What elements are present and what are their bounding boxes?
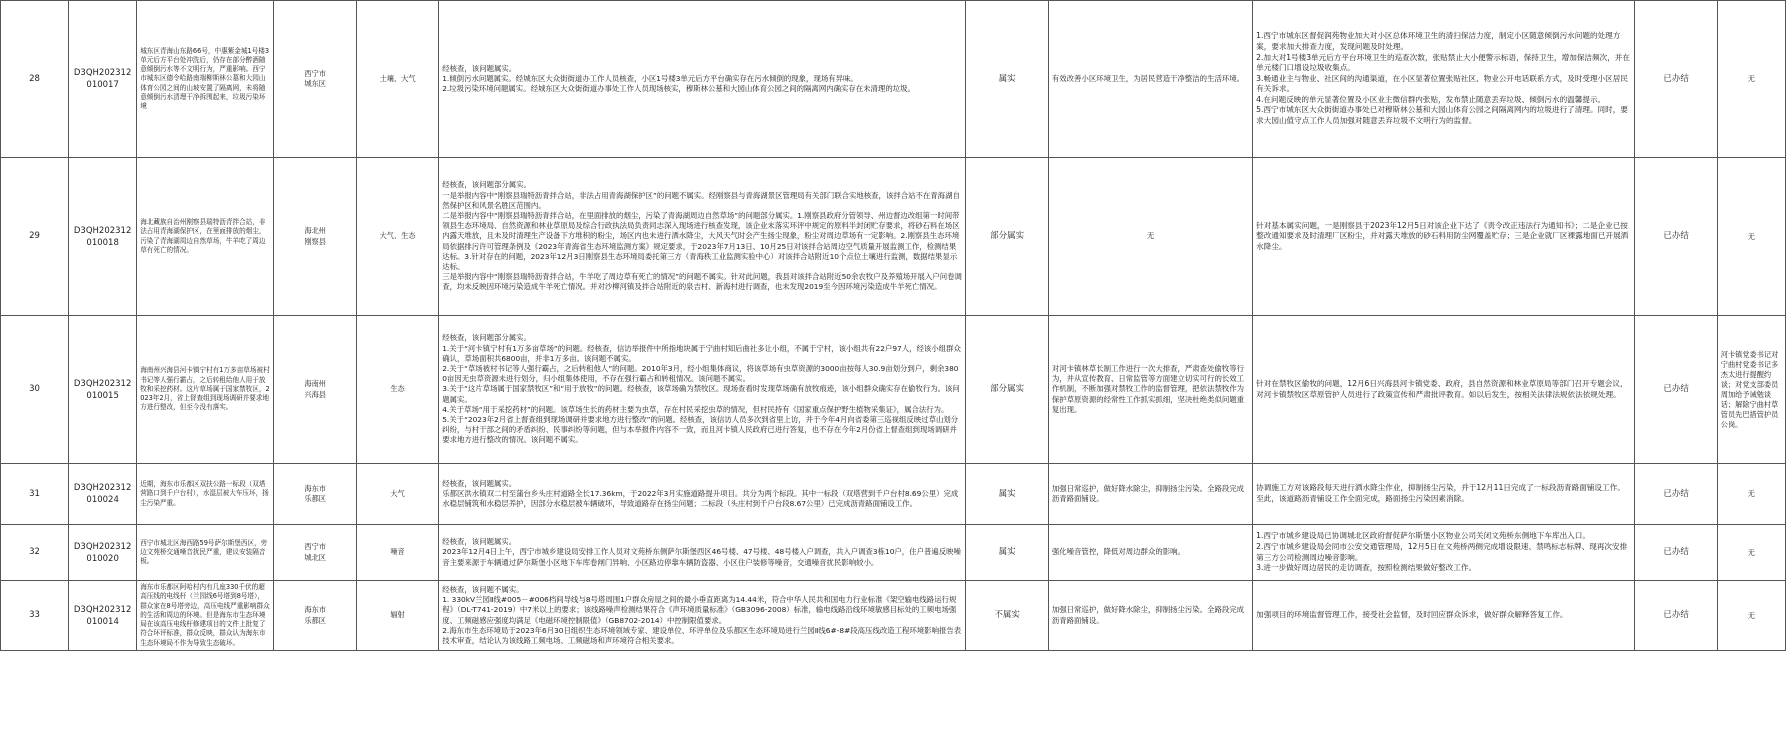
rectification-measures: 针对在禁牧区偷牧的问题，12月6日兴海县河卡镇党委、政府，县自然资源和林业草原局等部门召开专题会议，对河卡镇禁牧区草原管护人员进行了政策宣传和严肃批评教育。如以后发生，按相关法律法规依法依规处理。: [1253, 316, 1635, 464]
verification-result: 部分属实: [966, 316, 1048, 464]
row-seq: 33: [1, 581, 69, 651]
pollution-type: 噪音: [356, 525, 438, 581]
complaint-description: 近期，海东市乐都区双扶公路一标段（双塔营路口到千户台村），水湿层被大车压坏，扬尘污染严重。: [137, 464, 274, 525]
rectification-goal: 有效改善小区环境卫生，为居民营造干净整洁的生活环境。: [1048, 1, 1252, 158]
admin-area: 海东市 乐都区: [274, 464, 356, 525]
investigation-finding: 经核查，该问题属实。 1.倾倒污水问题属实。经城东区大众街街道办工作人员核查，小区1号楼3单元后方平台确实存在污水倾倒的现象，现场有异味。 2.垃圾污染环境问题属实。经城东区大众街街道办事处工作人员现场核实，穆斯林公墓和大园山体育公园之间的隔离网内确实存在未清理的垃圾。: [439, 1, 966, 158]
verification-result: 部分属实: [966, 158, 1048, 316]
rectification-measures: 针对基本属实问题，一是刚察县于2023年12月5日对该企业下达了《责令改正违法行为通知书》；二是企业已按整改通知要求及时清理厂区粉尘，并对露天堆放的砂石料用防尘网覆盖贮存；三是企业就厂区裸露地面已开展洒水降尘。: [1253, 158, 1635, 316]
rectification-measures: 1.西宁市城东区督促润苑物业加大对小区总体环境卫生的清扫保洁力度，制定小区随意倾倒污水问题的处理方案，要求加大排查力度，发现问题及时处理。 2.加大对1号楼3单元后方平台环境卫生的巡查次数，张贴禁止大小便警示标语，保持卫生，增加保洁频次，并在单元楼门口增设垃圾收集点。 3.畅通业主与物业、社区间的沟通渠道，在小区显著位置张贴社区、物业公开电话联系方式，及时受理小区居民有关诉求。 4.在问题反映的单元显著位置及小区业主微信群内张贴，发布禁止随意丢弃垃圾、倾倒污水的温馨提示。 5.西宁市城东区大众街街道办事处已对穆斯林公墓和大园山体育公园之间隔离网内的垃圾进行了清理。同时，要求大园山值守点工作人员加强对随意丢弃垃圾不文明行为的监督。: [1253, 1, 1635, 158]
completion-status: 已办结: [1635, 581, 1717, 651]
investigation-finding: 经核查，该问题属实。 2023年12月4日上午，西宁市城乡建设局安排工作人员对文苑桥东侧萨尔斯堡西区46号楼、47号楼、48号楼入户调查，共入户调查3栋10户，住户普遍反映噪音主要来源于车辆通过萨尔斯堡小区地下车库卷闸门异响、小区路边停靠车辆防盗器、小区住户装修等噪音，交通噪音扰民影响较小。: [439, 525, 966, 581]
completion-status: 已办结: [1635, 525, 1717, 581]
pollution-type: 大气: [356, 464, 438, 525]
complaint-description: 海东市乐都区阿哈村内有几座330千伏的超高压线的电线杆（兰园线6号塔到8号塔），群众家在8号塔旁边，高压电线严重影响群众的生活和周边的环境。但是海东市生态环境局在该高压电线杆修建项目的文件上批复了符合环评标准，群众反映，群众认为海东市生态环境局不作为导致生态破坏。: [137, 581, 274, 651]
admin-area: 西宁市 城东区: [274, 1, 356, 158]
pollution-type: 辐射: [356, 581, 438, 651]
rectification-goal: 加强日常巡护，做好降水除尘，抑制扬尘污染。全路段完成沥青路面铺设。: [1048, 464, 1252, 525]
complaint-description: 海北藏族自治州刚察县瑞特沥青拌合站，非法占用青海湖保护区，在里面排放的烟尘，污染了青海湖周边自然草场，牛羊吃了周边草有死亡的情况。: [137, 158, 274, 316]
rectification-goal: 加强日常巡护，做好降水除尘，抑制扬尘污染。全路段完成沥青路面铺设。: [1048, 581, 1252, 651]
investigation-finding: 经核查，该问题部分属实。 一是举报内容中“刚察县瑞特沥青拌合站，非法占用青海湖保护区”的问题不属实。经刚察县与青海湖景区管理局有关部门联合实地核查，该拌合站不在青海湖自然保护区和风景名胜区范围内。 二是举报内容中“刚察县瑞特沥青拌合站，在里面排放的烟尘，污染了青海湖周边自然草场”的问题部分属实。1.刚察县政府分管领导、州边督边改组第一时间带领县生态环境局、自然资源和林业草原局及综合行政执法局负责同志深入现场进行核查发现，该企业未落实环评中规定的原料半封闭贮存要求，将砂石料在场区内露天堆放，且未及时清理生产设备下方堆积的粉尘，场区内也未进行洒水降尘，大风天气时会产生扬尘现象，粉尘对周边草场有一定影响。2.刚察县生态环境局依据排污许可管理条例及《2023年青海省生态环境监测方案》规定要求，于2023年7月13日、10月25日对该拌合站周边空气质量开展监测工作，检测结果达标。3.针对存在的问题，2023年12月3日刚察县生态环境局委托第三方（青海秩工业监测实验中心）对该拌合站附近10个点位土壤进行监测，数据结果显示达标。 三是举报内容中“刚察县瑞特沥青拌合站，牛羊吃了周边草有死亡的情况”的问题不属实。针对此问题，我县对该拌合站附近50余农牧户及养殖场开展入户问卷调查，均未反映因环境污染造成牛羊死亡情况。并对沙柳河镇及拌合站附近的泉吉村、新海村进行调查，也未发现2019至今因环境污染造成牛羊死亡情况。: [439, 158, 966, 316]
accountability: 河卡镇党委书记对宁曲村党委书记多杰太进行提醒约谈；对党支部委员周加给予诫勉谈话；解除宁曲村草管员先巴措管护员公岗。: [1717, 316, 1785, 464]
investigation-finding: 经核查，该问题不属实。 1. 330kV兰园Ⅱ线#005－#006档间导线与8号塔周围1户群众房屋之间的最小垂直距离为14.44米，符合中华人民共和国电力行业标准《架空输电线路运行规程》（DL-T741-2019）中7米以上的要求；该线路噪声检测结果符合《声环境质量标准》（GB3096-2008）标准，输电线路沿线环境敏感目标处的工频电场强度、工频磁感应强度均满足《电磁环境控制限值》（GB8702-2014）中控制限值要求。 2.海东市生态环境局于2023年6月30日组织生态环境领域专家、建设单位、环评单位及乐都区生态环境局进行兰园Ⅱ线6#-8#段高压线改造工程环境影响报告表技术审查，结论认为该线路工频电场、工频磁场和声环境符合相关要求。: [439, 581, 966, 651]
case-code: D3QH202312 010015: [69, 316, 137, 464]
row-seq: 29: [1, 158, 69, 316]
case-code: D3QH202312 010024: [69, 464, 137, 525]
completion-status: 已办结: [1635, 316, 1717, 464]
table-row: [1, 525, 1786, 581]
table-row: [1, 581, 1786, 651]
row-seq: 28: [1, 1, 69, 158]
completion-status: 已办结: [1635, 158, 1717, 316]
case-code: D3QH202312 010020: [69, 525, 137, 581]
row-seq: 31: [1, 464, 69, 525]
investigation-finding: 经核查，该问题属实。 乐都区洪水镇双二村至蒲台乡头庄村道路全长17.36km，于2022年3月实施道路提升项目。共分为两个标段。其中一标段（双塔营到千户台村8.69公里）完成水稳层铺筑和水稳层养护，因部分水稳层被车辆破坏，导致道路存在扬尘问题；二标段（头庄村到千户台段8.67公里）已完成沥青路面铺设工作。: [439, 464, 966, 525]
completion-status: 已办结: [1635, 464, 1717, 525]
verification-result: 属实: [966, 1, 1048, 158]
row-seq: 30: [1, 316, 69, 464]
rectification-goal: 对河卡镇林草长制工作进行一次大排查，严肃查处偷牧等行为，并从宣传教育、日常监管等方面建立切实可行的长效工作机制，不断加强对禁牧工作的监督管理，把依法禁牧作为保护草原资源的经常性工作抓实抓细，坚决杜绝类似问题重复出现。: [1048, 316, 1252, 464]
admin-area: 海东市 乐都区: [274, 581, 356, 651]
table-row: [1, 1, 1786, 158]
rectification-measures: 协调施工方对该路段每天进行洒水降尘作业，抑制扬尘污染，并于12月11日完成了一标段沥青路面铺设工作。至此，该道路沥青铺设工作全面完成，路面扬尘污染因素消除。: [1253, 464, 1635, 525]
accountability: 无: [1717, 464, 1785, 525]
table-row: [1, 464, 1786, 525]
admin-area: 海南州 兴海县: [274, 316, 356, 464]
accountability: 无: [1717, 525, 1785, 581]
verification-result: 属实: [966, 525, 1048, 581]
admin-area: 海北州 刚察县: [274, 158, 356, 316]
case-code: D3QH202312 010018: [69, 158, 137, 316]
admin-area: 西宁市 城北区: [274, 525, 356, 581]
table-row: [1, 316, 1786, 464]
verification-result: 属实: [966, 464, 1048, 525]
pollution-type: 土壤、大气: [356, 1, 438, 158]
rectification-measures: 加强项目的环境监督管理工作，接受社会监督，及时回应群众诉求，做好群众解释答复工作。: [1253, 581, 1635, 651]
accountability: 无: [1717, 158, 1785, 316]
pollution-type: 大气、生态: [356, 158, 438, 316]
accountability: 无: [1717, 581, 1785, 651]
accountability: 无: [1717, 1, 1785, 158]
complaint-description: 海南州兴海县河卡镇宁村有1万多亩草场被村书记等人强行霸占，之后转租给他人用于放牧和采挖药材。这片草场属于国家禁牧区，2023年2月，省上督查组到现场调研并要求地方进行整改，但至今没有落实。: [137, 316, 274, 464]
rectification-goal: 强化噪音管控，降低对周边群众的影响。: [1048, 525, 1252, 581]
complaint-description: 城东区青海山东路66号，中惠紫金城1号楼3单元后方平台处冲洗后，仍存在部分醉酒随意倾倒污水等不文明行为，严重影响。西宁市城东区德令哈路南端柳斯林公墓和大园山体育公园之间的山坡安置了隔离网，未将随意倾倒污水清理干净拆围起来，垃圾污染环境: [137, 1, 274, 158]
case-code: D3QH202312 010014: [69, 581, 137, 651]
investigation-finding: 经核查，该问题部分属实。 1.关于“河卡镇宁村有1万多亩草场”的问题。经核查，信访举报件中所指地块属于宁曲村知后曲社多让小组，不属于宁村，该小组共有22户97人，经该小组群众确认，草场面积共6800亩，并非1万多亩。该问题不属实。 2.关于“草场被村书记等人强行霸占，之后转租他人”的问题。2010年3月，经小组集体商议，将该草场有虫草资源的3000亩按每人30.9亩划分到户，剩余3800亩因无虫草资源未进行划分，归小组集体使用，不存在强行霸占和转租情况。该问题不属实。 3.关于“这片草场属于国家禁牧区”和“用于放牧”的问题。经核查，该草场确为禁牧区。现场查看时发现草场确有放牧痕迹，该小组群众确实存在偷牧行为。该问题属实。 4.关于草场“用于采挖药材”的问题。该草场生长的药材主要为虫草，存在村民采挖虫草的情况，但村民持有《国家重点保护野生植物采集证》，属合法行为。 5.关于“2023年2月省上督查组到现场调研并要求地方进行整改”的问题。经核查，该信访人员多次到省里上访，并于今年4月向省委第三巡视组反映过草山划分纠纷，与村干部之间的矛盾纠纷、民事纠纷等问题，但与本举报件内容不一致，而且河卡镇人民政府已进行答复，也不存在今年2月份省上督查组到现场调研并要求地方进行整改的情况。该问题不属实。: [439, 316, 966, 464]
complaint-description: 西宁市城北区海西路59号萨尔斯堡西区，旁边文苑桥交通噪音扰民严重，建议安装隔音板。: [137, 525, 274, 581]
completion-status: 已办结: [1635, 1, 1717, 158]
case-code: D3QH202312 010017: [69, 1, 137, 158]
rectification-goal: 无: [1048, 158, 1252, 316]
pollution-type: 生态: [356, 316, 438, 464]
row-seq: 32: [1, 525, 69, 581]
table-row: [1, 158, 1786, 316]
verification-result: 不属实: [966, 581, 1048, 651]
rectification-measures: 1.西宁市城乡建设局已协调城北区政府督促萨尔斯堡小区物业公司关闭文苑桥东侧地下车库出入口。 2.西宁市城乡建设局会同市公安交通管理局，12月5日在文苑桥两侧完成增设限速、禁鸣标志标牌、现再次安排第三方公司检测周边噪音影响。 3.进一步做好周边居民的走访调查，按照检测结果做好整改工作。: [1253, 525, 1635, 581]
